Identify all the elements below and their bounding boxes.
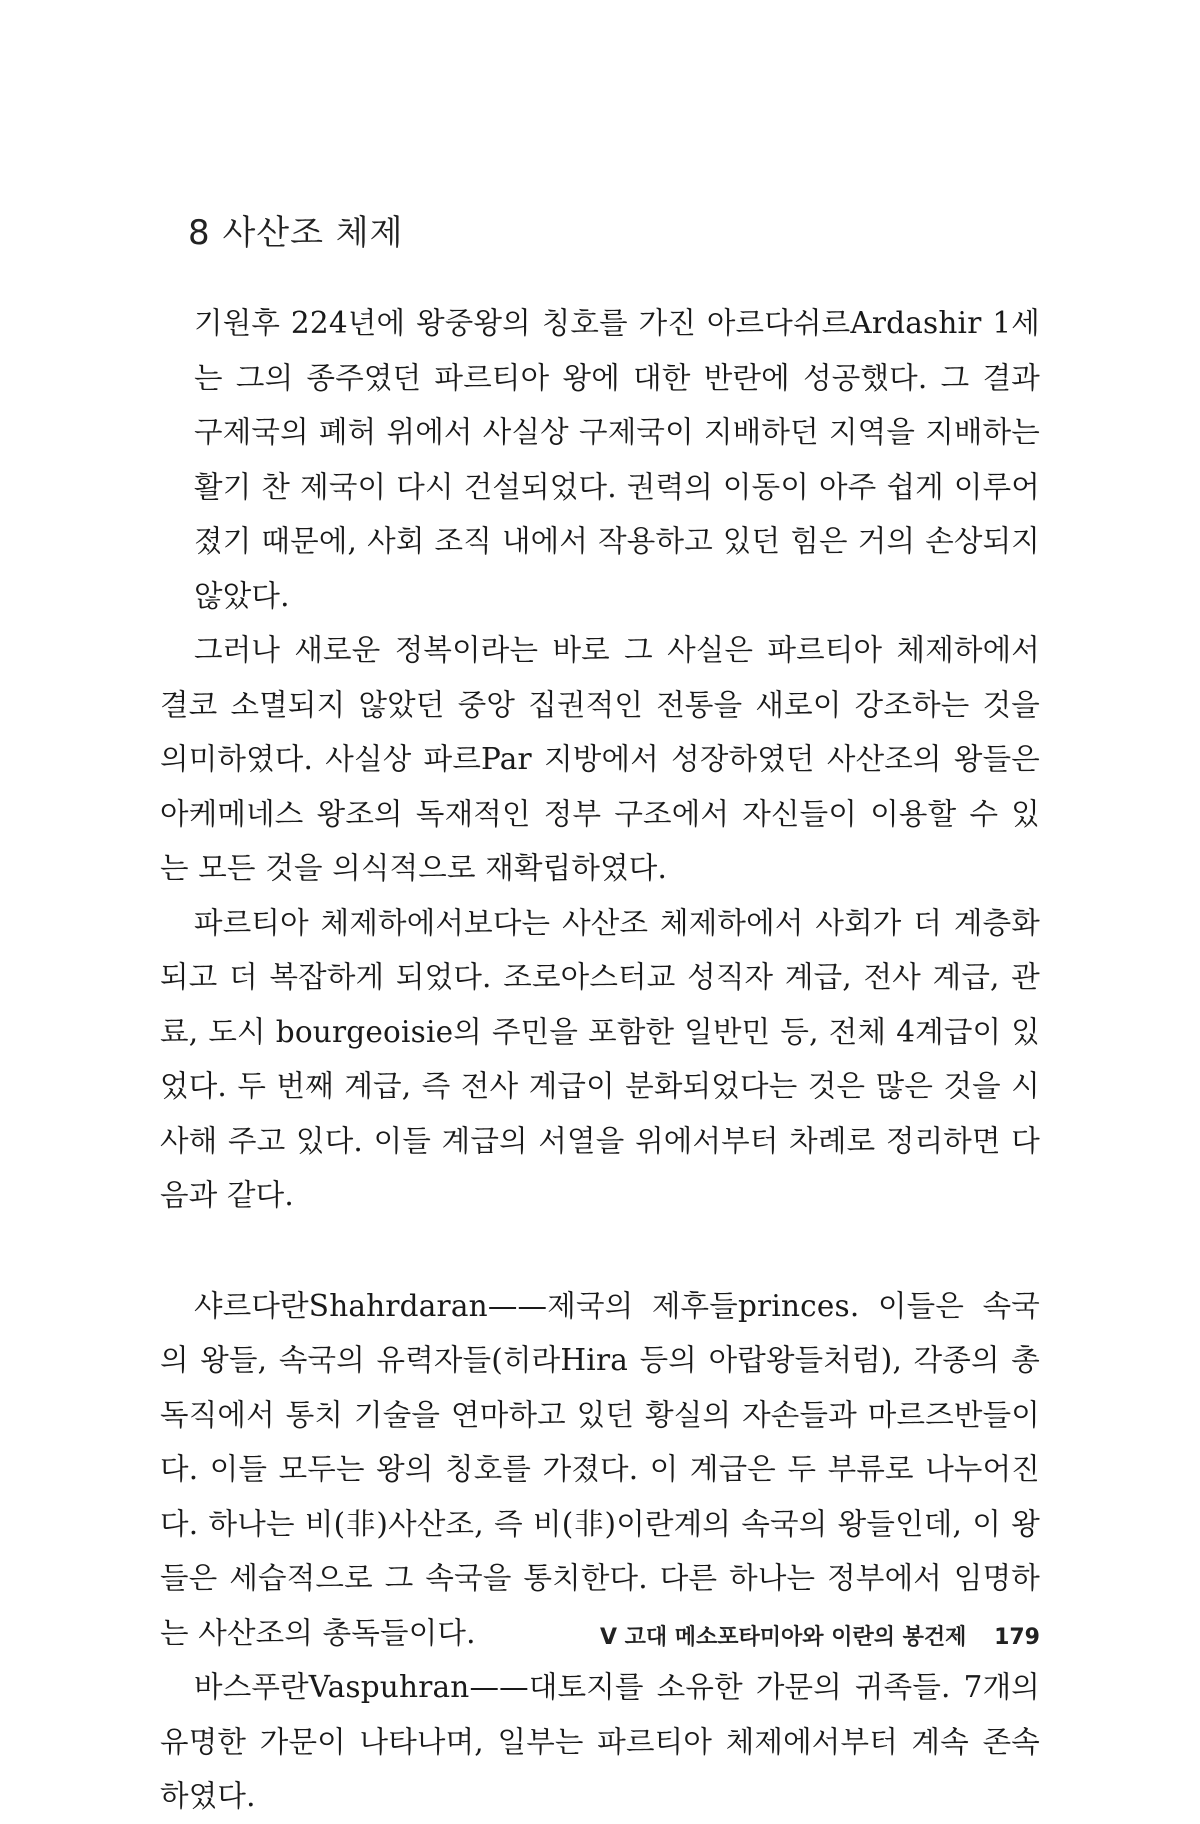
paragraph-3: 파르티아 체제하에서보다는 사산조 체제하에서 사회가 더 계층화되고 더 복잡하게 되었다. 조로아스터교 성직자 계급, 전사 계급, 관료, 도시 bourgeoisie의 주민을 포함한 일반민 등, 전체 4계급이 있었다. 두 번째 계급, 즉 전사 계급이 분화되었다는 것은 많은 것을 시사해 주고 있다. 이들 계급의 서열을 위에서부터 차례로 정리하면 다음과 같다. <box>160 905 1040 1212</box>
paragraph-2: 그러나 새로운 정복이라는 바로 그 사실은 파르티아 체제하에서 결코 소멸되지 않았던 중앙 집권적인 전통을 새로이 강조하는 것을 의미하였다. 사실상 파르Par 지방에서 성장하였던 사산조의 왕들은 아케메네스 왕조의 독재적인 정부 구조에서 자신들이 이용할 수 있는 모든 것을 의식적으로 재확립하였다. <box>160 633 1040 885</box>
paragraph-1: 기원후 224년에 왕중왕의 칭호를 가진 아르다쉬르Ardashir 1세는 그의 종주였던 파르티아 왕에 대한 반란에 성공했다. 그 결과 구제국의 폐허 위에서 사실상 구제국이 지배하던 지역을 지배하는 활기 찬 제국이 다시 건설되었다. 권력의 이동이 아주 쉽게 이루어졌기 때문에, 사회 조직 내에서 작용하고 있던 힘은 거의 손상되지 않았다. <box>194 306 1040 613</box>
section-title: 8 사산조 체제 <box>188 213 404 253</box>
body-text <box>160 296 1040 1824</box>
paragraph-4: 샤르다란Shahrdaran——제국의 제후들princes. 이들은 속국의 왕들, 속국의 유력자들(히라Hira 등의 아랍왕들처럼), 각종의 총독직에서 통치 기술을 연마하고 있던 황실의 자손들과 마르즈반들이다. 이들 모두는 왕의 칭호를 가졌다. 이 계급은 두 부류로 나누어진다. 하나는 비(非)사산조, 즉 비(非)이란계의 속국의 왕들인데, 이 왕들은 세습적으로 그 속국을 통치한다. 다른 하나는 정부에서 임명하는 사산조의 총독들이다. <box>160 1288 1040 1650</box>
page-number: 179 <box>994 1625 1040 1650</box>
running-title: V 고대 메소포타미아와 이란의 봉건제 <box>599 1625 967 1650</box>
paragraph-5: 바스푸란Vaspuhran——대토지를 소유한 가문의 귀족들. 7개의 유명한 가문이 나타나며, 일부는 파르티아 체제에서부터 계속 존속하였다. <box>160 1670 1040 1813</box>
page-footer <box>160 1620 1040 1651</box>
